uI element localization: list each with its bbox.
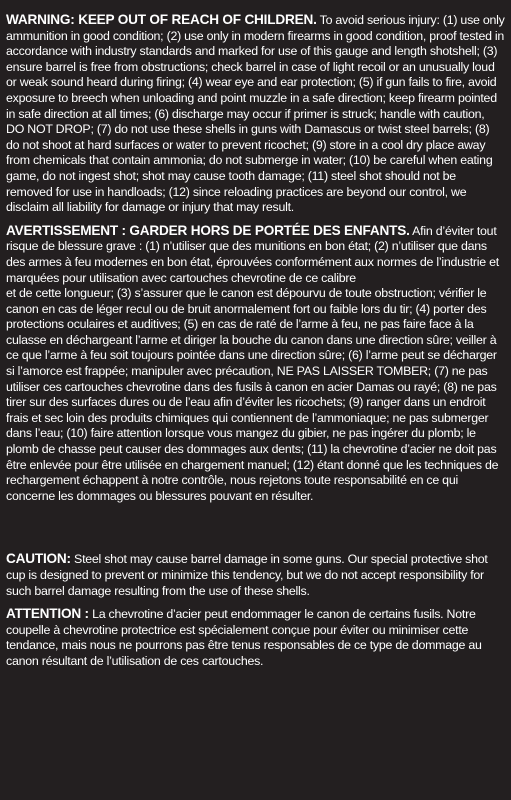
warning-french-paragraph xyxy=(6,223,505,505)
warning-french-heading: AVERTISSEMENT : GARDER HORS DE PORTÉE DES ENFANTS. xyxy=(6,222,410,238)
warning-english-heading: WARNING: KEEP OUT OF REACH OF CHILDREN. xyxy=(6,12,317,27)
section-spacer xyxy=(6,511,505,551)
warning-english-paragraph xyxy=(6,12,505,216)
warning-french-body-part2: et de cette longueur; (3) s’assurer que le canon est dépourvu de toute obstruction; vérifier le canon en cas de léger recul ou de bruit anormalement fort ou faible lors du tir; (4) porter des protections oculaires et auditives; (5) en cas de raté de l’arme à feu, ne pas faire face à la culasse en déchargeant l’arme et diriger la bouche du canon dans une direction sûre; veiller à ce que l’arme à feu soit toujours pointée dans une direction sûre; (6) l’arme peut se décharger si l’amorce est frappée; manipuler avec précaution, NE PAS LAISSER TOMBER; (7) ne pas utiliser ces cartouches chevrotine dans des fusils à canon en acier Damas ou rayé; (8) ne pas tirer sur des surfaces dures ou de l’eau afin d’éviter les ricochets; (9) ranger dans un endroit frais et sec loin des produits chimiques qui contiennent de l’ammoniaque; ne pas submerger dans l’eau; (10) faire attention lorsque vous mangez du gibier, ne pas ingérer du plomb; le plomb de chasse peut causer des dommages aux dents; (11) la chevrotine d’acier ne doit pas être enlevée pour être utilisée en chargement manuel; (12) étant donné que les techniques de rechargement échappent à notre contrôle, nous rejetons toute responsabilité en ce qui concerne les dommages ou blessures pouvant en résulter. xyxy=(6,286,499,503)
caution-english-body: Steel shot may cause barrel damage in some guns. Our special protective shot cup is designed to prevent or minimize this tendency, but we do not accept responsibility for such barrel damage resulting from the use of these shells. xyxy=(6,552,488,598)
caution-french-heading: ATTENTION : xyxy=(6,606,89,622)
caution-english-paragraph xyxy=(6,551,505,599)
warning-french-body-part1: Afin d’éviter tout risque de blessure grave : (1) n’utiliser que des munitions en bon état; (2) n’utiliser que dans des armes à feu modernes en bon état, éprouvées conformément aux normes de l’industrie et marquées pour utilisation avec cartouches chevrotine de ce calibre xyxy=(6,223,499,285)
caution-french-body: La chevrotine d’acier peut endommager le canon de certains fusils. Notre coupelle à chevrotine protectrice est spécialement conçue pour éviter ou minimiser cette tendance, mais nous ne pourrons pas être tenus responsables de ce type de dommage au canon résultant de l’utilisation de ces cartouches. xyxy=(6,607,482,668)
warning-english-body: To avoid serious injury: (1) use only ammunition in good condition; (2) use only in modern firearms in good condition, proof tested in accordance with industry standards and marked for use of this gauge and length shotshell; (3) ensure barrel is free from obstructions; check barrel in case of light recoil or an unusually loud or weak sound heard during firing; (4) wear eye and ear protection; (5) if gun fails to fire, avoid exposure to breech when unloading and point muzzle in a safe direction; keep firearm pointed in safe direction at all times; (6) discharge may occur if primer is struck; handle with caution, DO NOT DROP; (7) do not use these shells in guns with Damascus or twist steel barrels; (8) do not shoot at hard surfaces or water to prevent ricochet; (9) store in a cool dry place away from chemicals that contain ammonia; do not submerge in water; (10) be careful when eating game, do not ingest shot; shot may cause tooth damage; (11) steel shot should not be removed for use in handloads; (12) since reloading practices are beyond our control, we disclaim all liability for damage or injury that may result. xyxy=(6,13,505,215)
caution-english-heading: CAUTION: xyxy=(6,551,71,567)
caution-french-paragraph xyxy=(6,606,505,669)
warning-label-panel xyxy=(6,12,505,677)
